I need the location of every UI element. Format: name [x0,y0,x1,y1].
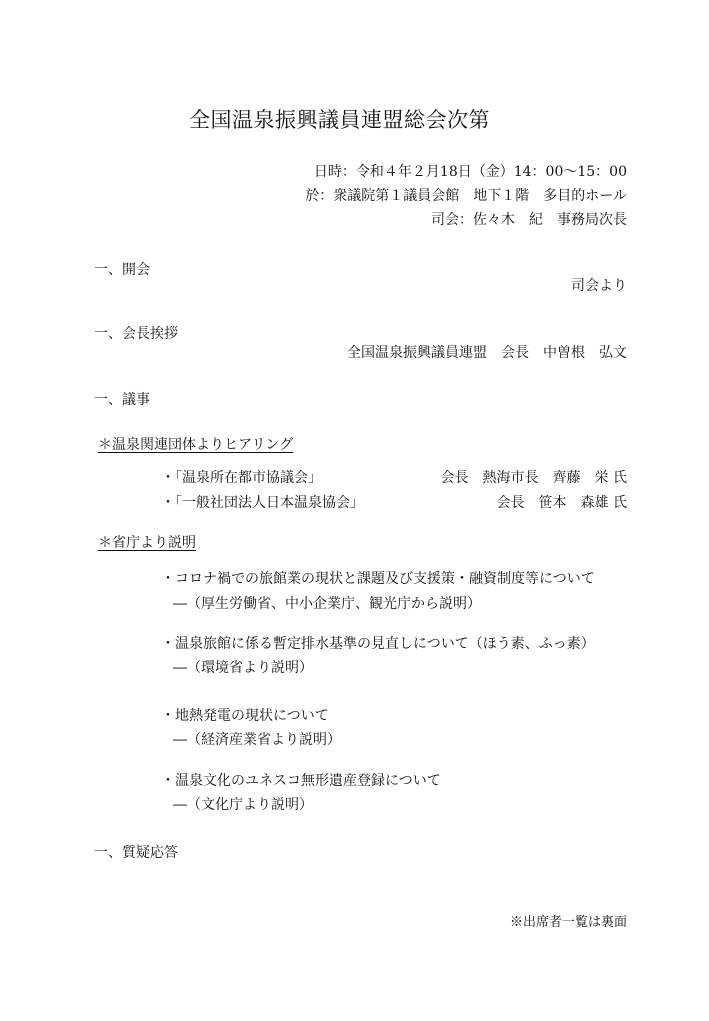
ministries-section-heading: ＊省庁より説明 [98,535,196,551]
meeting-venue: 於：衆議院第１議員会館 地下１階 多目的ホール [305,188,627,204]
ministry-presenter-4: ―（文化庁より説明） [173,797,313,813]
ministry-topic-2: ・温泉旅館に係る暫定排水基準の見直しについて（ほう素、ふっ素） [161,636,595,652]
ministry-topic-3: ・地熱発電の現状について [161,708,329,724]
agenda-greeting-heading: 一、会長挨拶 [94,326,178,342]
agenda-opening-detail: 司会より [571,278,627,294]
ministry-topic-1: ・コロナ禍での旅館業の現状と課題及び支援策・融資制度等について [161,571,595,587]
hearing-item-org-2: ・「一般社団法人日本温泉協会」 [161,495,364,511]
footnote-attendees: ※出席者一覧は裏面 [509,915,627,930]
hearing-section-heading: ＊温泉関連団体よりヒアリング [98,437,294,453]
ministry-presenter-3: ―（経済産業省より説明） [173,732,341,748]
agenda-proceedings-heading: 一、議事 [94,392,150,408]
document-title: 全国温泉振興議員連盟総会次第 [189,108,490,132]
meeting-moderator: 司会：佐々木 紀 事務局次長 [431,212,627,228]
agenda-opening-heading: 一、開会 [94,262,150,278]
hearing-item-speaker-1: 会長 熱海市長 齊藤 栄 氏 [440,470,627,486]
agenda-qa-heading: 一、質疑応答 [94,845,178,861]
hearing-item-speaker-2: 会長 笹本 森雄 氏 [496,495,627,511]
ministry-presenter-2: ―（環境省より説明） [173,660,313,676]
hearing-item-org-1: ・「温泉所在都市協議会」 [161,470,322,486]
ministry-topic-4: ・温泉文化のユネスコ無形遺産登録について [161,773,441,789]
ministry-presenter-1: ―（厚生労働省、中小企業庁、観光庁から説明） [173,596,481,612]
agenda-greeting-detail: 全国温泉振興議員連盟 会長 中曽根 弘文 [347,345,627,361]
meeting-datetime: 日時：令和４年２月18日（金）14：00～15：00 [313,164,627,180]
